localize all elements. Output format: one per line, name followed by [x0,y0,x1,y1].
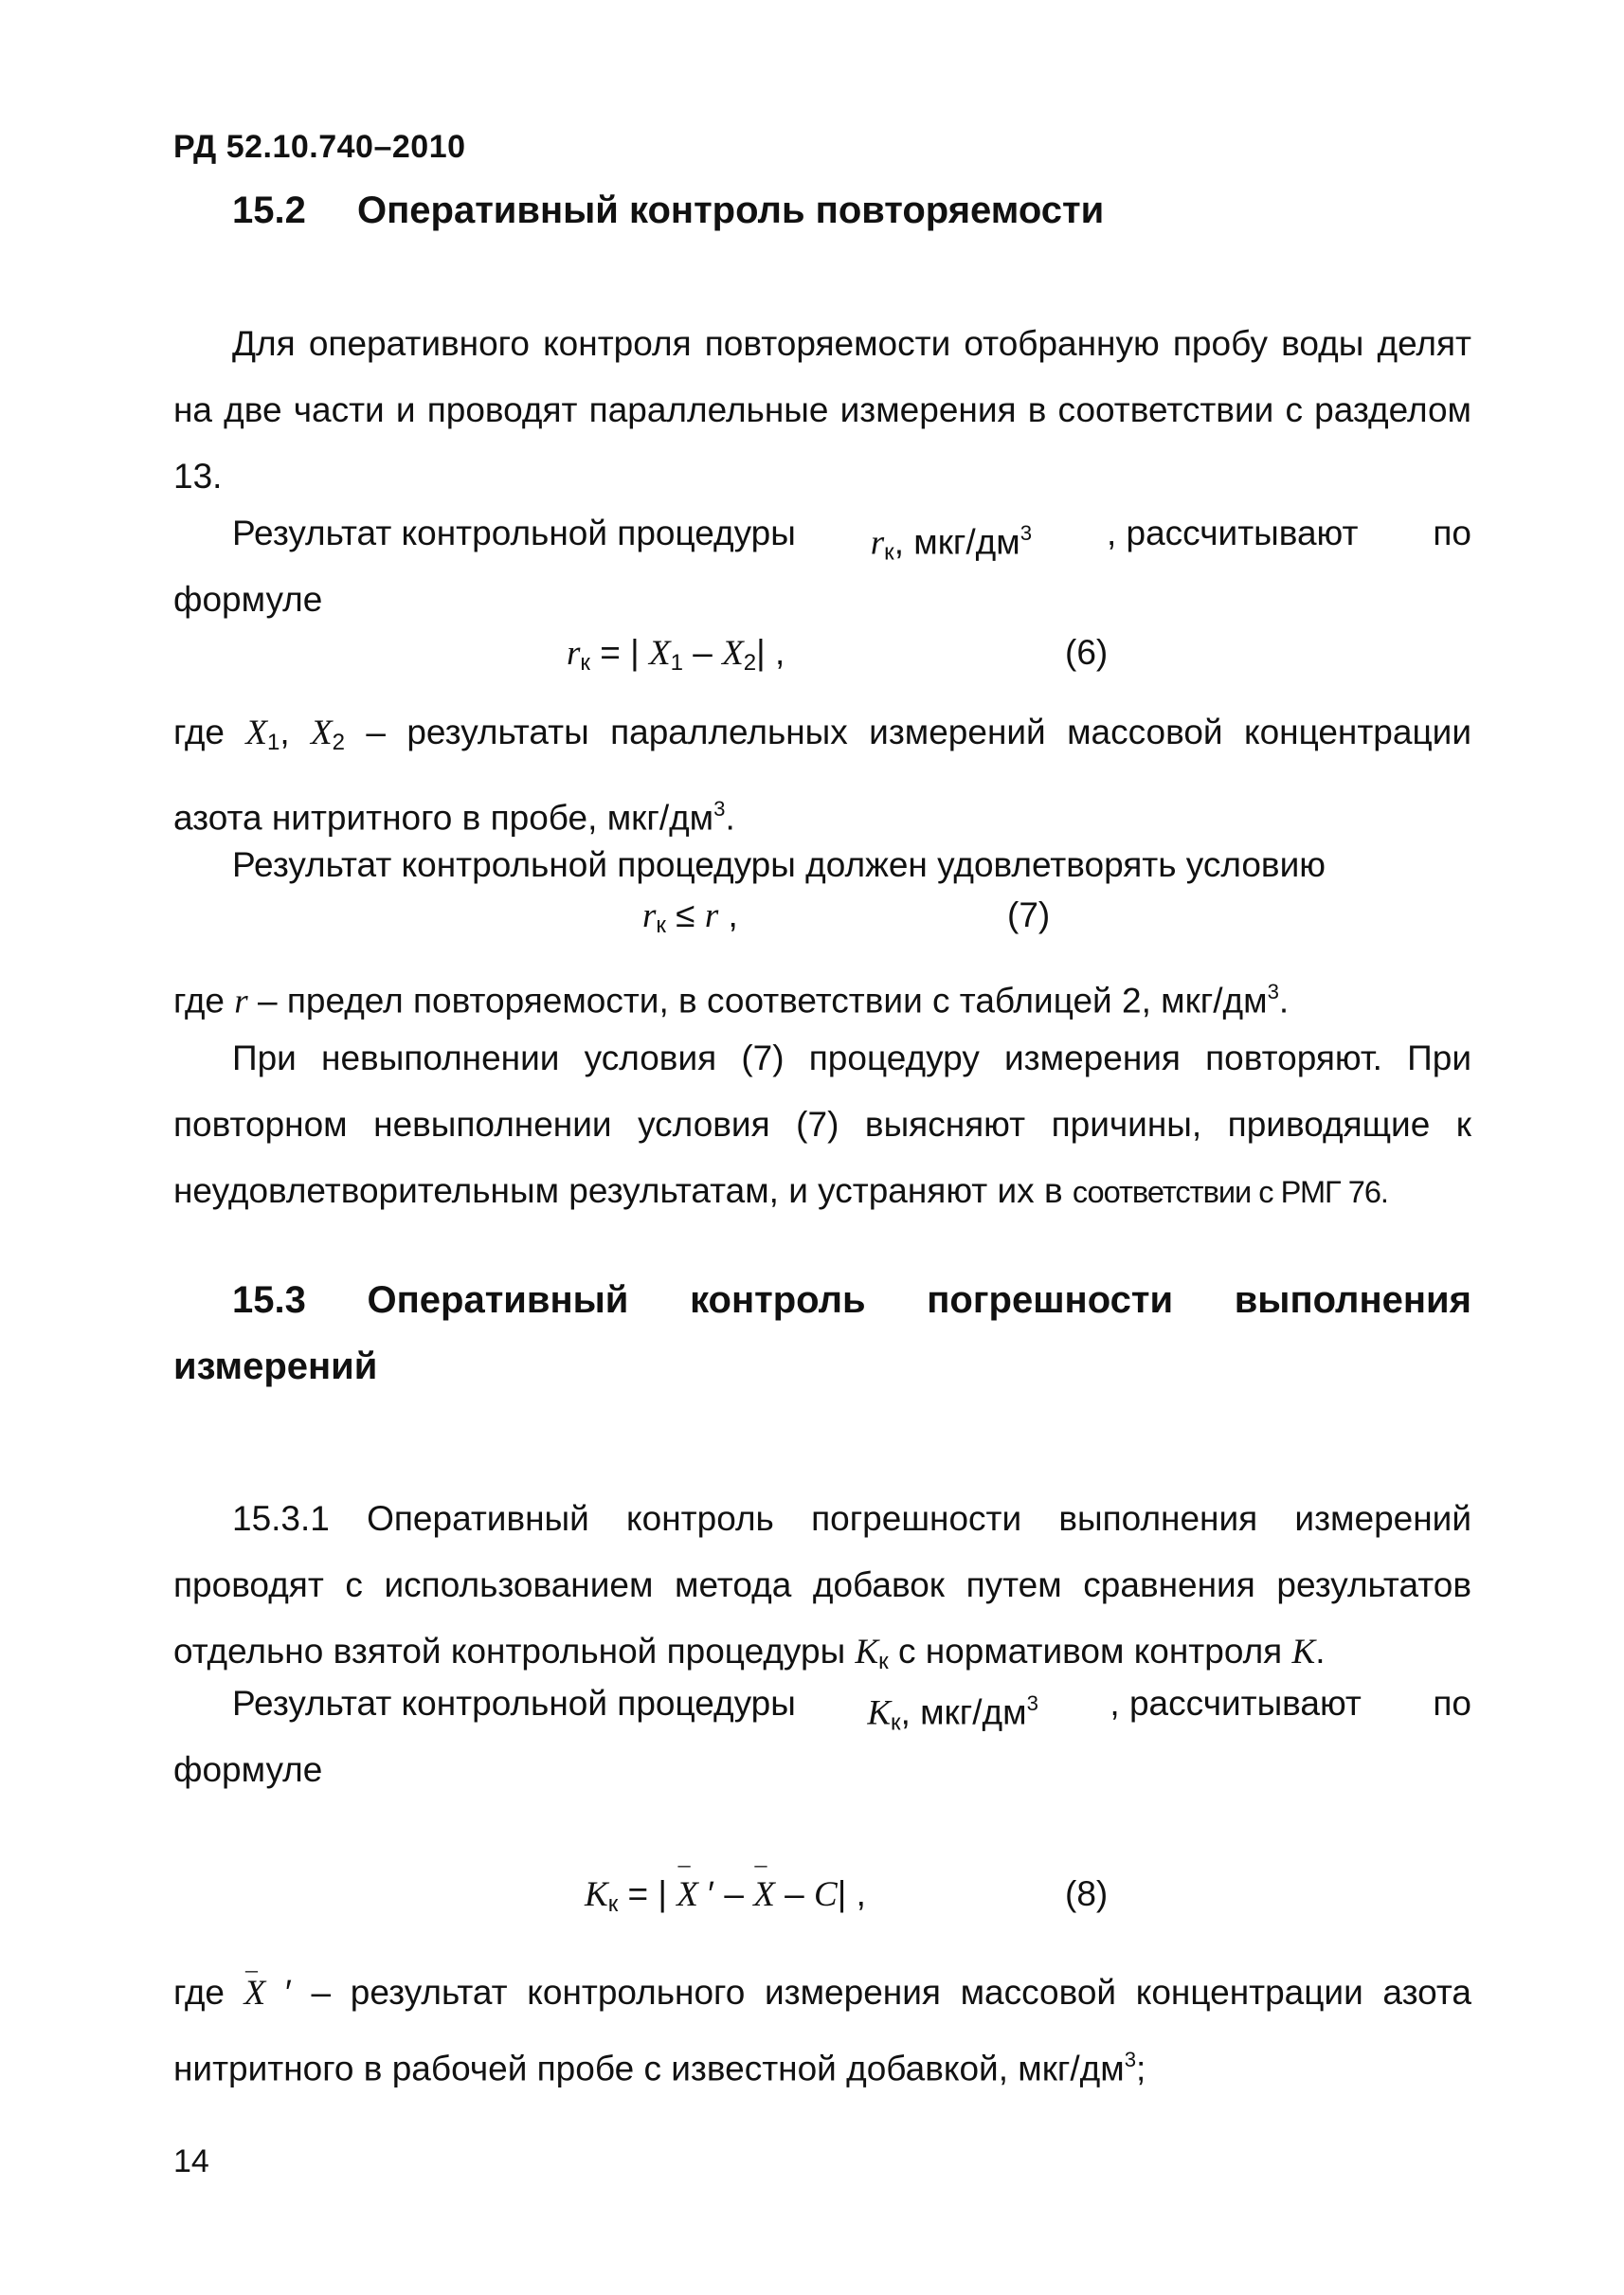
formula-7 [642,895,738,939]
paragraph [173,959,1471,1035]
section-title: Оперативный контроль повторяемости [357,190,1105,231]
text: где [173,1973,244,2012]
text: , мкг/дм [900,1692,1027,1732]
paragraph-text: формуле [173,580,323,619]
subscript: 1 [670,650,683,676]
text: При невыполнении условия (7) процедуру измерения повторяют. При повторном невыполнении условия (7) выясняют причины, приводящие к неудовлетворительным результатам, и устраняют их в [173,1039,1471,1210]
text: по [1433,514,1471,552]
subscript: к [656,913,666,938]
operator: ≤ [665,895,705,934]
variable: r [567,634,581,673]
text: – предел повторяемости, в соответствии с таблицей 2, мкг/дм [247,981,1268,1021]
text: , рассчитывают [1106,514,1359,552]
prime: ′ [265,1973,292,2012]
subscript: к [891,1709,901,1736]
prime: ′ [697,1874,715,1913]
text: , мкг/дм [893,522,1020,562]
operator: = | [618,1874,677,1913]
paragraph-text: формуле [173,1750,323,1789]
subscript: 1 [266,730,280,755]
section-title-word: Оперативный [367,1279,629,1321]
text: , рассчитывают [1110,1684,1362,1723]
text: Результат контрольной процедуры [232,1684,796,1723]
mean-variable: – X [244,1961,266,2027]
operator: – [774,1874,814,1913]
paragraph-text [173,1025,1471,1225]
subscript: 2 [332,730,345,755]
text: Результат контрольной процедуры [232,514,796,552]
section-title-word: погрешности [927,1279,1174,1321]
mean-variable: – X [677,1874,698,1915]
paragraph [173,1025,1471,1225]
variable: C [814,1875,838,1914]
subscript: 2 [743,650,757,676]
operator: – [682,633,723,672]
section-15-2-heading [232,190,1464,246]
variable: r [234,982,248,1021]
formula-number: (6) [1065,633,1109,672]
variable: K [855,1633,879,1672]
variable: X [649,634,671,673]
text: соответствии с РМГ 76. [1072,1175,1388,1209]
superscript: 3 [1124,2048,1137,2071]
formula-number: (7) [1007,895,1051,934]
paragraph [173,699,1471,851]
paragraph-text [173,959,1471,1035]
variable: X [311,714,333,752]
page-number: 14 [173,2143,209,2179]
operator: , [718,895,738,934]
paragraph [173,832,1471,898]
text: – результат контрольного измерения массовой концентрации азота нитритного в рабочей пробе с известной добавкой, мкг/дм [173,1973,1472,2088]
subscript: к [580,650,590,676]
superscript: 3 [713,797,726,821]
variable: X [722,634,744,673]
text: , [280,713,312,751]
variable: r [870,523,885,563]
paragraph [173,311,1471,510]
text: – результаты параллельных измерений массовой концентрации азота нитритного в пробе, мкг/дм [173,713,1471,838]
variable: K [585,1875,608,1914]
section-number: 15.3 [232,1279,306,1321]
text: с нормативом контроля [888,1632,1292,1671]
paragraph [173,1960,1471,2102]
operator: | , [837,1874,866,1913]
operator: | , [756,633,785,672]
variable: K [1291,1633,1316,1672]
paragraph-text [173,1960,1471,2102]
superscript: 3 [1267,980,1279,1003]
formula-number: (8) [1065,1874,1109,1913]
text: . [1278,981,1290,1021]
subscript: к [878,1649,889,1674]
paragraph [173,1486,1471,1695]
section-heading-line: измерений [173,1346,378,1387]
variable: r [642,896,657,935]
mean-variable: – X [753,1874,775,1915]
text: ; [1136,2049,1146,2088]
paragraph-continuation [173,1737,1471,1803]
section-number: 15.2 [232,190,306,231]
paragraph-text [173,1486,1471,1695]
section-15-3-heading [173,1279,1471,1412]
operator: = | [589,633,649,672]
text: . [725,798,735,838]
paragraph-text [173,699,1471,851]
variable: K [867,1693,892,1733]
subscript: к [607,1891,619,1917]
subscript: к [884,539,894,566]
section-heading-line [173,1279,1471,1346]
text: по [1433,1684,1471,1723]
operator: – [714,1874,754,1913]
section-title-word: выполнения [1234,1279,1471,1321]
paragraph-text: Для оперативного контроля повторяемости отобранную пробу воды делят на две части и проводят параллельные измерения в соответствии с разделом 13. [173,324,1471,496]
paragraph-continuation [173,567,1471,633]
superscript: 3 [1026,1691,1038,1715]
formula-6 [567,633,785,677]
text: 15.3.1 Оперативный контроль погрешности выполнения измерений проводят с использованием метода добавок путем сравнения результатов отдельно взятой контрольной процедуры [173,1499,1471,1671]
text: . [1315,1632,1326,1671]
document-code: РД 52.10.740–2010 [173,129,466,165]
superscript: 3 [1020,521,1033,545]
variable: X [245,714,267,752]
variable: r [704,896,719,935]
formula-8 [585,1874,866,1918]
section-title-word: контроль [690,1279,866,1321]
paragraph [173,500,1471,567]
text: где [173,713,246,751]
paragraph-text: Результат контрольной процедуры должен удовлетворять условию [232,845,1326,884]
text: где [173,981,235,1021]
